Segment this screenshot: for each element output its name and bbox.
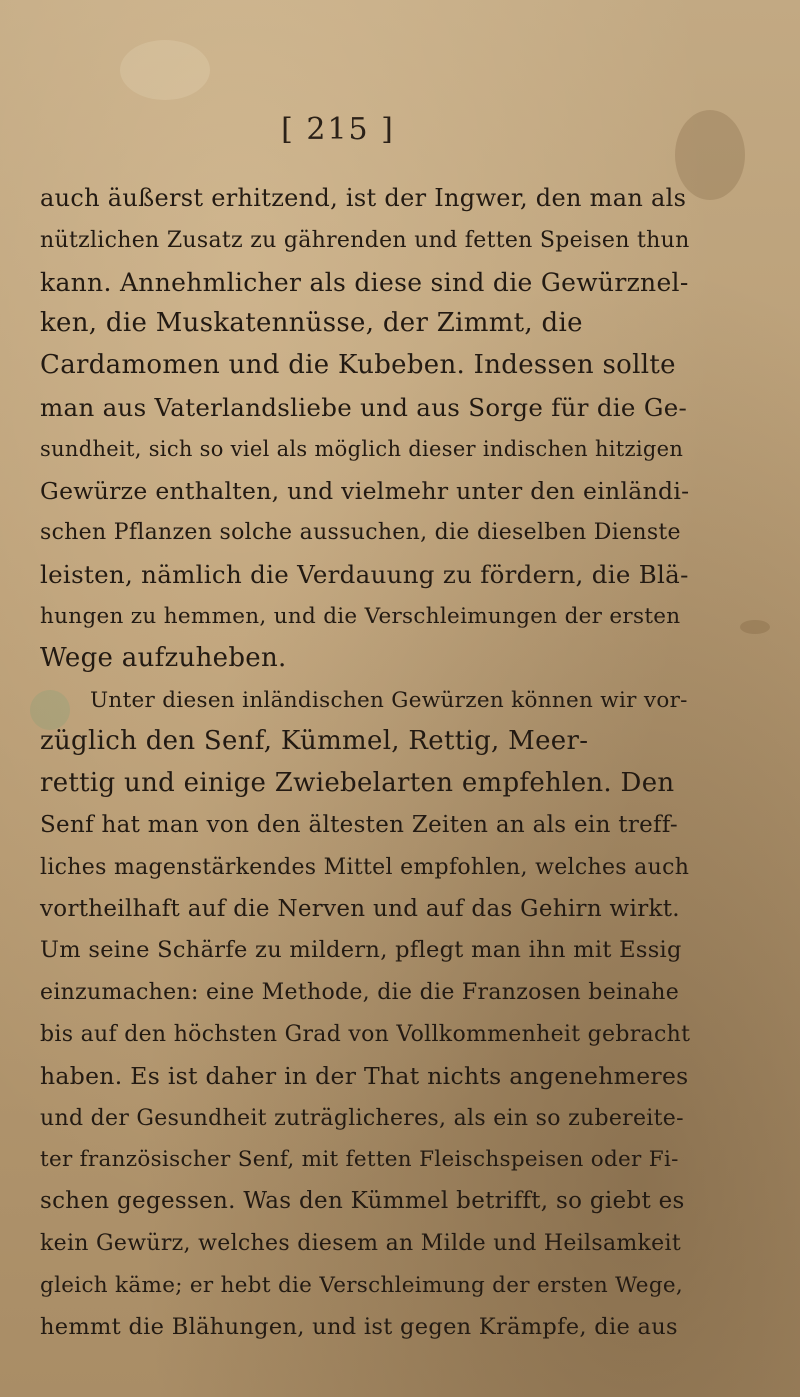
text-line: Cardamomen und die Kubeben. Indessen sollte [40, 350, 676, 381]
paragraph-first-line: Unter diesen inländischen Gewürzen können wir vor- [90, 687, 688, 713]
text-line: man aus Vaterlandsliebe und aus Sorge für die Ge- [40, 392, 688, 422]
text-line: sundheit, sich so viel als möglich dieser indischen hitzigen [40, 436, 684, 461]
text-line: schen gegessen. Was den Kümmel betrifft, so giebt es [40, 1188, 685, 1215]
text-line: bis auf den höchsten Grad von Vollkommenheit gebracht [40, 1021, 691, 1047]
text-line: rettig und einige Zwiebelarten empfehlen. Den [40, 768, 675, 799]
text-line: liches magenstärkendes Mittel empfohlen, welches auch [40, 854, 690, 880]
paper-stain [740, 620, 770, 634]
text-line: Wege aufzuheben. [40, 642, 287, 673]
text-line: vortheilhaft auf die Nerven und auf das Gehirn wirkt. [40, 895, 680, 922]
text-line: nützlichen Zusatz zu gährenden und fetten Speisen thun [40, 227, 690, 253]
text-line: Senf hat man von den ältesten Zeiten an als ein treff- [40, 811, 678, 838]
text-line: kann. Annehmlicher als diese sind die Gewürznel- [40, 267, 689, 297]
text-line: Um seine Schärfe zu mildern, pflegt man ihn mit Essig [40, 937, 682, 964]
text-line: haben. Es ist daher in der That nichts angenehmeres [40, 1061, 689, 1090]
text-line: und der Gesundheit zuträglicheres, als ein so zubereite- [40, 1105, 684, 1131]
text-line: schen Pflanzen solche aussuchen, die dieselben Dienste [40, 520, 681, 546]
page-number: [ 215 ] [281, 112, 395, 147]
body-text [40, 178, 690, 1348]
text-line: ken, die Muskatennüsse, der Zimmt, die [40, 308, 583, 339]
text-line: hungen zu hemmen, und die Verschleimungen der ersten [40, 603, 681, 629]
text-line: gleich käme; er hebt die Verschleimung der ersten Wege, [40, 1272, 684, 1298]
text-line: auch äußerst erhitzend, ist der Ingwer, den man als [40, 184, 687, 212]
text-line: leisten, nämlich die Verdauung zu fördern, die Blä- [40, 560, 689, 590]
text-line: Gewürze enthalten, und vielmehr unter den einländi- [40, 476, 690, 505]
text-line: ter französischer Senf, mit fetten Fleischspeisen oder Fi- [40, 1147, 679, 1173]
text-line: einzumachen: eine Methode, die die Franzosen beinahe [40, 980, 680, 1006]
text-line: hemmt die Blähungen, und ist gegen Krämpfe, die aus [40, 1313, 678, 1340]
paper-stain [120, 40, 210, 100]
text-line: kein Gewürz, welches diesem an Milde und Heilsamkeit [40, 1230, 681, 1256]
text-line: züglich den Senf, Kümmel, Rettig, Meer- [40, 726, 589, 757]
